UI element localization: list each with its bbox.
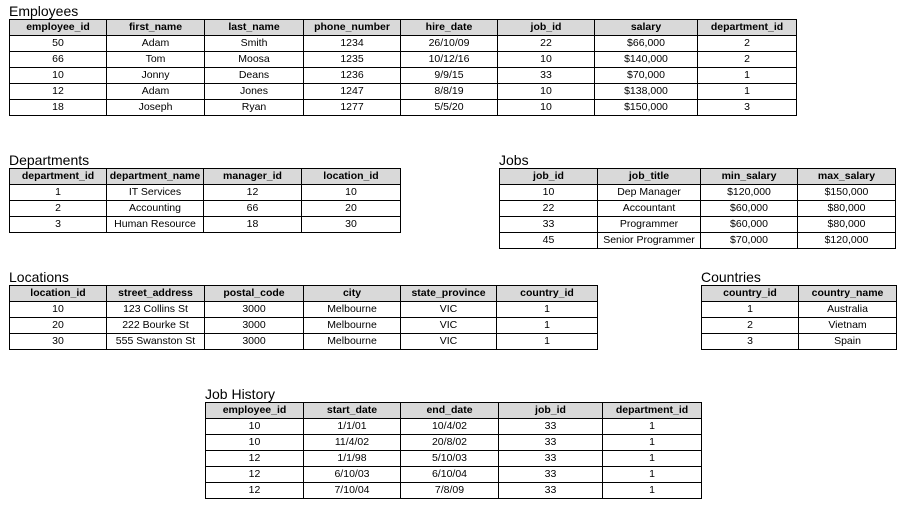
table-cell: 6/10/03 bbox=[304, 467, 401, 483]
employees-section bbox=[9, 3, 797, 116]
table-cell: 26/10/09 bbox=[401, 36, 498, 52]
table-cell: $60,000 bbox=[701, 217, 798, 233]
table-cell: Moosa bbox=[205, 52, 304, 68]
column-header: job_id bbox=[499, 403, 603, 419]
table-row bbox=[206, 419, 702, 435]
column-header: street_address bbox=[107, 286, 205, 302]
table-cell: 1 bbox=[497, 302, 598, 318]
table-cell: 10/12/16 bbox=[401, 52, 498, 68]
column-header: city bbox=[304, 286, 401, 302]
table-cell: 123 Collins St bbox=[107, 302, 205, 318]
table-cell: 20/8/02 bbox=[401, 435, 499, 451]
table-cell: 3000 bbox=[205, 318, 304, 334]
locations-title: Locations bbox=[9, 269, 69, 285]
job-history-title: Job History bbox=[205, 386, 276, 402]
column-header: last_name bbox=[205, 20, 304, 36]
table-row bbox=[10, 185, 401, 201]
column-header: country_id bbox=[497, 286, 598, 302]
table-cell: 5/5/20 bbox=[401, 100, 498, 116]
table-cell: 10 bbox=[206, 435, 304, 451]
table-cell: 10/4/02 bbox=[401, 419, 499, 435]
table-cell: 9/9/15 bbox=[401, 68, 498, 84]
table-cell: 33 bbox=[499, 435, 603, 451]
table-cell: 12 bbox=[206, 483, 304, 499]
column-header: max_salary bbox=[798, 169, 896, 185]
header-row bbox=[10, 20, 797, 36]
column-header: department_id bbox=[698, 20, 797, 36]
table-cell: 1 bbox=[603, 451, 702, 467]
table-cell: Adam bbox=[107, 36, 205, 52]
table-cell: Dep Manager bbox=[598, 185, 701, 201]
table-row bbox=[10, 84, 797, 100]
jobs-table bbox=[499, 168, 896, 249]
table-cell: 30 bbox=[302, 217, 401, 233]
table-cell: 10 bbox=[500, 185, 598, 201]
employees-table bbox=[9, 19, 797, 116]
table-row bbox=[702, 302, 897, 318]
table-row bbox=[206, 435, 702, 451]
table-cell: 22 bbox=[500, 201, 598, 217]
table-cell: Vietnam bbox=[799, 318, 897, 334]
table-cell: 10 bbox=[498, 100, 595, 116]
table-cell: 2 bbox=[702, 318, 799, 334]
departments-section bbox=[9, 152, 401, 233]
table-cell: 1 bbox=[10, 185, 107, 201]
employees-title: Employees bbox=[9, 3, 79, 19]
table-cell: 1 bbox=[497, 318, 598, 334]
table-cell: VIC bbox=[401, 302, 497, 318]
table-cell: Senior Programmer bbox=[598, 233, 701, 249]
table-cell: 1 bbox=[603, 467, 702, 483]
table-row bbox=[10, 36, 797, 52]
table-cell: Melbourne bbox=[304, 302, 401, 318]
table-cell: 66 bbox=[204, 201, 302, 217]
table-row bbox=[500, 201, 896, 217]
table-cell: 1 bbox=[603, 435, 702, 451]
table-row bbox=[10, 68, 797, 84]
table-cell: $70,000 bbox=[701, 233, 798, 249]
table-cell: 18 bbox=[204, 217, 302, 233]
table-cell: Australia bbox=[799, 302, 897, 318]
table-cell: Melbourne bbox=[304, 318, 401, 334]
column-header: location_id bbox=[10, 286, 107, 302]
table-cell: 3 bbox=[10, 217, 107, 233]
table-cell: 555 Swanston St bbox=[107, 334, 205, 350]
table-cell: 20 bbox=[302, 201, 401, 217]
table-cell: IT Services bbox=[107, 185, 204, 201]
table-cell: $150,000 bbox=[798, 185, 896, 201]
table-cell: Melbourne bbox=[304, 334, 401, 350]
table-cell: 3000 bbox=[205, 302, 304, 318]
table-cell: Spain bbox=[799, 334, 897, 350]
table-cell: 30 bbox=[10, 334, 107, 350]
table-cell: 33 bbox=[498, 68, 595, 84]
table-row bbox=[500, 217, 896, 233]
table-row bbox=[702, 318, 897, 334]
table-cell: 33 bbox=[500, 217, 598, 233]
column-header: postal_code bbox=[205, 286, 304, 302]
table-cell: $140,000 bbox=[595, 52, 698, 68]
column-header: department_id bbox=[10, 169, 107, 185]
table-row bbox=[10, 318, 598, 334]
table-cell: 50 bbox=[10, 36, 107, 52]
table-cell: VIC bbox=[401, 334, 497, 350]
locations-table bbox=[9, 285, 598, 350]
table-row bbox=[10, 100, 797, 116]
table-cell: 10 bbox=[10, 68, 107, 84]
table-cell: 8/8/19 bbox=[401, 84, 498, 100]
departments-title: Departments bbox=[9, 152, 90, 168]
table-cell: 2 bbox=[10, 201, 107, 217]
table-cell: Programmer bbox=[598, 217, 701, 233]
column-header: employee_id bbox=[10, 20, 107, 36]
column-header: country_id bbox=[702, 286, 799, 302]
table-cell: 11/4/02 bbox=[304, 435, 401, 451]
departments-table bbox=[9, 168, 401, 233]
table-cell: 33 bbox=[499, 483, 603, 499]
table-cell: 22 bbox=[498, 36, 595, 52]
column-header: phone_number bbox=[304, 20, 401, 36]
table-cell: 1 bbox=[698, 68, 797, 84]
table-cell: Human Resource bbox=[107, 217, 204, 233]
column-header: job_id bbox=[498, 20, 595, 36]
table-cell: $66,000 bbox=[595, 36, 698, 52]
table-row bbox=[10, 52, 797, 68]
table-cell: 10 bbox=[498, 52, 595, 68]
column-header: hire_date bbox=[401, 20, 498, 36]
table-cell: Accounting bbox=[107, 201, 204, 217]
table-row bbox=[10, 201, 401, 217]
table-cell: 20 bbox=[10, 318, 107, 334]
table-cell: Tom bbox=[107, 52, 205, 68]
table-cell: 1 bbox=[603, 419, 702, 435]
table-row bbox=[10, 334, 598, 350]
column-header: employee_id bbox=[206, 403, 304, 419]
column-header: salary bbox=[595, 20, 698, 36]
job-history-section bbox=[205, 386, 702, 499]
table-cell: $150,000 bbox=[595, 100, 698, 116]
table-cell: 7/10/04 bbox=[304, 483, 401, 499]
table-cell: VIC bbox=[401, 318, 497, 334]
table-cell: $60,000 bbox=[701, 201, 798, 217]
table-cell: Jonny bbox=[107, 68, 205, 84]
table-cell: 1247 bbox=[304, 84, 401, 100]
table-cell: 1 bbox=[698, 84, 797, 100]
table-cell: 1234 bbox=[304, 36, 401, 52]
table-cell: 10 bbox=[10, 302, 107, 318]
table-cell: $120,000 bbox=[798, 233, 896, 249]
column-header: state_province bbox=[401, 286, 497, 302]
table-cell: 1/1/01 bbox=[304, 419, 401, 435]
table-row bbox=[10, 217, 401, 233]
countries-table bbox=[701, 285, 897, 350]
column-header: job_id bbox=[500, 169, 598, 185]
header-row bbox=[206, 403, 702, 419]
table-row bbox=[206, 467, 702, 483]
table-cell: $80,000 bbox=[798, 201, 896, 217]
table-cell: 18 bbox=[10, 100, 107, 116]
jobs-title: Jobs bbox=[499, 152, 529, 168]
table-cell: 12 bbox=[10, 84, 107, 100]
table-cell: 3 bbox=[698, 100, 797, 116]
column-header: min_salary bbox=[701, 169, 798, 185]
column-header: manager_id bbox=[204, 169, 302, 185]
header-row bbox=[10, 169, 401, 185]
table-cell: Accountant bbox=[598, 201, 701, 217]
table-cell: 12 bbox=[206, 451, 304, 467]
table-cell: 33 bbox=[499, 419, 603, 435]
table-cell: 33 bbox=[499, 451, 603, 467]
table-cell: 1 bbox=[702, 302, 799, 318]
table-cell: $80,000 bbox=[798, 217, 896, 233]
table-row bbox=[206, 451, 702, 467]
table-row bbox=[702, 334, 897, 350]
table-row bbox=[500, 185, 896, 201]
header-row bbox=[500, 169, 896, 185]
countries-title: Countries bbox=[701, 269, 761, 285]
table-cell: 222 Bourke St bbox=[107, 318, 205, 334]
locations-section bbox=[9, 269, 598, 350]
column-header: start_date bbox=[304, 403, 401, 419]
column-header: department_id bbox=[603, 403, 702, 419]
table-cell: 33 bbox=[499, 467, 603, 483]
table-cell: Ryan bbox=[205, 100, 304, 116]
table-cell: Adam bbox=[107, 84, 205, 100]
table-cell: 2 bbox=[698, 36, 797, 52]
table-cell: Smith bbox=[205, 36, 304, 52]
table-cell: Joseph bbox=[107, 100, 205, 116]
table-cell: 3000 bbox=[205, 334, 304, 350]
table-cell: 45 bbox=[500, 233, 598, 249]
countries-section bbox=[701, 269, 897, 350]
jobs-section bbox=[499, 152, 896, 249]
column-header: job_title bbox=[598, 169, 701, 185]
table-row bbox=[10, 302, 598, 318]
column-header: country_name bbox=[799, 286, 897, 302]
table-cell: 6/10/04 bbox=[401, 467, 499, 483]
column-header: department_name bbox=[107, 169, 204, 185]
table-cell: 3 bbox=[702, 334, 799, 350]
column-header: first_name bbox=[107, 20, 205, 36]
table-cell: $138,000 bbox=[595, 84, 698, 100]
table-cell: 2 bbox=[698, 52, 797, 68]
table-cell: 1 bbox=[603, 483, 702, 499]
table-row bbox=[500, 233, 896, 249]
table-cell: 10 bbox=[206, 419, 304, 435]
table-cell: 1236 bbox=[304, 68, 401, 84]
table-cell: 5/10/03 bbox=[401, 451, 499, 467]
table-cell: 7/8/09 bbox=[401, 483, 499, 499]
job-history-table bbox=[205, 402, 702, 499]
table-row bbox=[206, 483, 702, 499]
table-cell: 10 bbox=[498, 84, 595, 100]
header-row bbox=[702, 286, 897, 302]
table-cell: 1277 bbox=[304, 100, 401, 116]
header-row bbox=[10, 286, 598, 302]
table-cell: Deans bbox=[205, 68, 304, 84]
table-cell: 10 bbox=[302, 185, 401, 201]
table-cell: 1 bbox=[497, 334, 598, 350]
column-header: location_id bbox=[302, 169, 401, 185]
table-cell: $70,000 bbox=[595, 68, 698, 84]
table-cell: 1235 bbox=[304, 52, 401, 68]
table-cell: 1/1/98 bbox=[304, 451, 401, 467]
table-cell: 12 bbox=[206, 467, 304, 483]
table-cell: 66 bbox=[10, 52, 107, 68]
column-header: end_date bbox=[401, 403, 499, 419]
table-cell: $120,000 bbox=[701, 185, 798, 201]
table-cell: Jones bbox=[205, 84, 304, 100]
table-cell: 12 bbox=[204, 185, 302, 201]
